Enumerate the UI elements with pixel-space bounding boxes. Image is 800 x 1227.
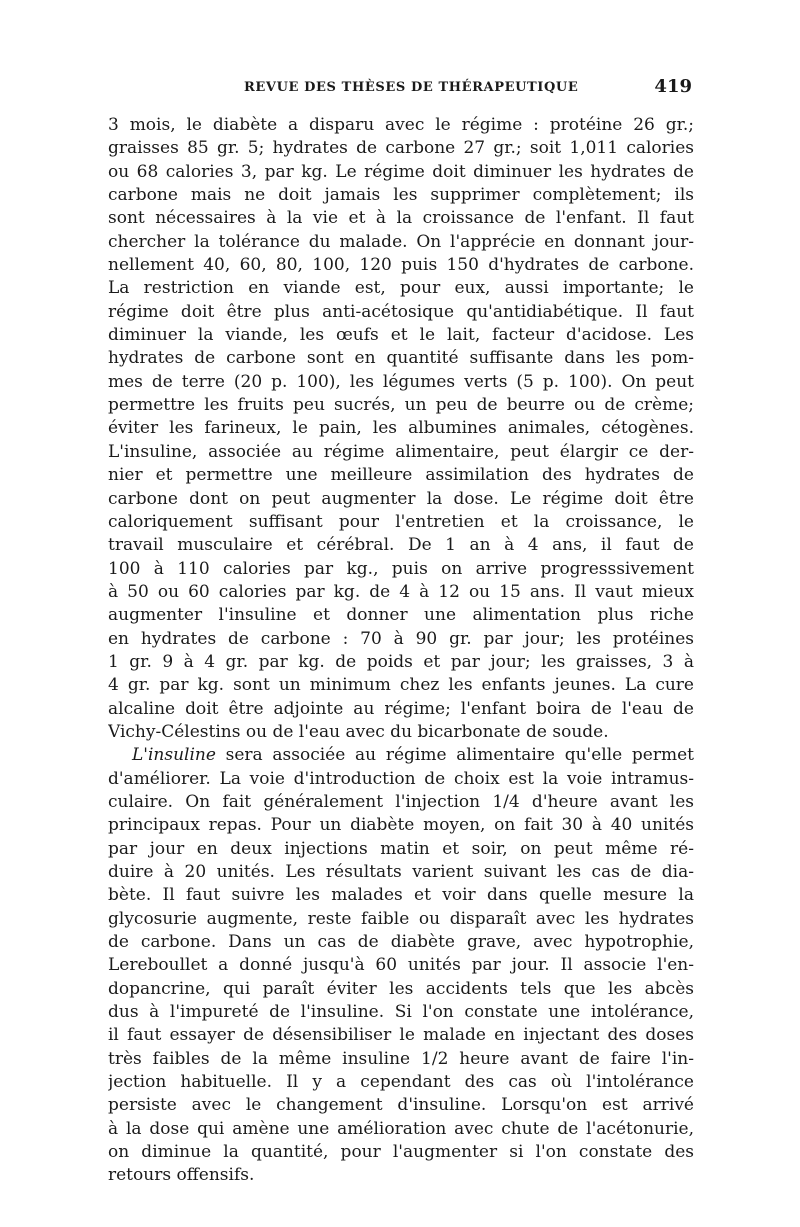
text-line: nier et permettre une meilleure assimilation des hydrates de	[108, 465, 694, 486]
text-line: permettre les fruits peu sucrés, un peu de beurre ou de crème;	[108, 395, 694, 416]
text-line: d'améliorer. La voie d'introduction de choix est la voie intramus-	[108, 768, 694, 789]
paragraph-start-line	[108, 744, 694, 767]
text-line: L'insuline, associée au régime alimentaire, peut élargir ce der-	[108, 441, 694, 462]
text-line: duire à 20 unités. Les résultats varient suivant les cas de dia-	[108, 862, 694, 882]
text-line: en hydrates de carbone : 70 à 90 gr. par jour; les protéines	[108, 628, 694, 649]
text-line: 1 gr. 9 à 4 gr. par kg. de poids et par jour; les graisses, 3 à	[108, 651, 694, 672]
text-line: diminuer la viande, les œufs et le lait, facteur d'acidose. Les	[108, 325, 694, 346]
text-line: hydrates de carbone sont en quantité suffisante dans les pom-	[108, 348, 694, 369]
text-line: sera associée au régime alimentaire qu'elle permet	[225, 745, 694, 766]
text-line: jection habituelle. Il y a cependant des cas où l'intolérance	[108, 1072, 694, 1093]
text-line: à la dose qui amène une amélioration avec chute de l'acétonurie,	[108, 1118, 694, 1139]
running-title: REVUE DES THÈSES DE THÉRAPEUTIQUE	[244, 80, 579, 95]
text-line: ou 68 calories 3, par kg. Le régime doit diminuer les hydrates de	[108, 161, 694, 182]
text-line: Lereboullet a donné jusqu'à 60 unités par jour. Il associe l'en-	[108, 955, 694, 976]
text-line: travail musculaire et cérébral. De 1 an à 4 ans, il faut de	[108, 535, 694, 556]
text-line: 100 à 110 calories par kg., puis on arrive progresssivement	[108, 558, 694, 579]
text-line: carbone dont on peut augmenter la dose. Le régime doit être	[108, 488, 694, 509]
text-line: La restriction en viande est, pour eux, aussi importante; le	[108, 278, 694, 299]
page-number: 419	[654, 76, 692, 97]
text-line: chercher la tolérance du malade. On l'apprécie en donnant jour-	[108, 231, 694, 252]
text-line: nellement 40, 60, 80, 100, 120 puis 150 d'hydrates de carbone.	[108, 255, 694, 276]
body-text	[108, 114, 694, 1188]
text-line: bète. Il faut suivre les malades et voir dans quelle mesure la	[108, 885, 694, 906]
text-line: glycosurie augmente, reste faible ou disparaît avec les hydrates	[108, 908, 694, 929]
text-line: caloriquement suffisant pour l'entretien et la croissance, le	[108, 511, 694, 532]
text-line: on diminue la quantité, pour l'augmenter si l'on constate des	[108, 1142, 694, 1163]
text-line: graisses 85 gr. 5; hydrates de carbone 27 gr.; soit 1,011 calories	[108, 138, 694, 159]
text-line: alcaline doit être adjointe au régime; l'enfant boira de l'eau de	[108, 698, 694, 719]
text-line: de carbone. Dans un cas de diabète grave, avec hypotrophie,	[108, 932, 694, 953]
text-line: principaux repas. Pour un diabète moyen, on fait 30 à 40 unités	[108, 815, 694, 836]
text-line: carbone mais ne doit jamais les supprimer complètement; ils	[108, 185, 694, 206]
text-line: dus à l'impureté de l'insuline. Si l'on constate une intolérance,	[108, 1002, 694, 1023]
text-line: culaire. On fait généralement l'injection 1/4 d'heure avant les	[108, 791, 694, 812]
text-line: augmenter l'insuline et donner une alimentation plus riche	[108, 605, 694, 626]
text-line: persiste avec le changement d'insuline. Lorsqu'on est arrivé	[108, 1095, 694, 1116]
text-line: par jour en deux injections matin et soir, on peut même ré-	[108, 838, 694, 859]
text-line: il faut essayer de désensibiliser le malade en injectant des doses	[108, 1025, 694, 1046]
text-line: Vichy-Célestins ou de l'eau avec du bicarbonate de soude.	[108, 721, 609, 742]
italic-lead: L'insuline	[132, 745, 216, 766]
text-line: régime doit être plus anti-acétosique qu'antidiabétique. Il faut	[108, 301, 694, 322]
text-line: retours offensifs.	[108, 1165, 255, 1186]
text-line: très faibles de la même insuline 1/2 heure avant de faire l'in-	[108, 1048, 694, 1069]
running-header	[108, 76, 698, 102]
text-line: éviter les farineux, le pain, les albumines animales, cétogènes.	[108, 418, 694, 439]
text-line: sont nécessaires à la vie et à la croissance de l'enfant. Il faut	[108, 208, 694, 229]
text-line: 4 gr. par kg. sont un minimum chez les enfants jeunes. La cure	[108, 675, 694, 696]
text-line: dopancrine, qui paraît éviter les accidents tels que les abcès	[108, 978, 694, 999]
text-line: à 50 ou 60 calories par kg. de 4 à 12 ou 15 ans. Il vaut mieux	[108, 581, 694, 602]
text-line: 3 mois, le diabète a disparu avec le régime : protéine 26 gr.;	[108, 115, 694, 135]
text-line: mes de terre (20 p. 100), les légumes verts (5 p. 100). On peut	[108, 371, 694, 392]
